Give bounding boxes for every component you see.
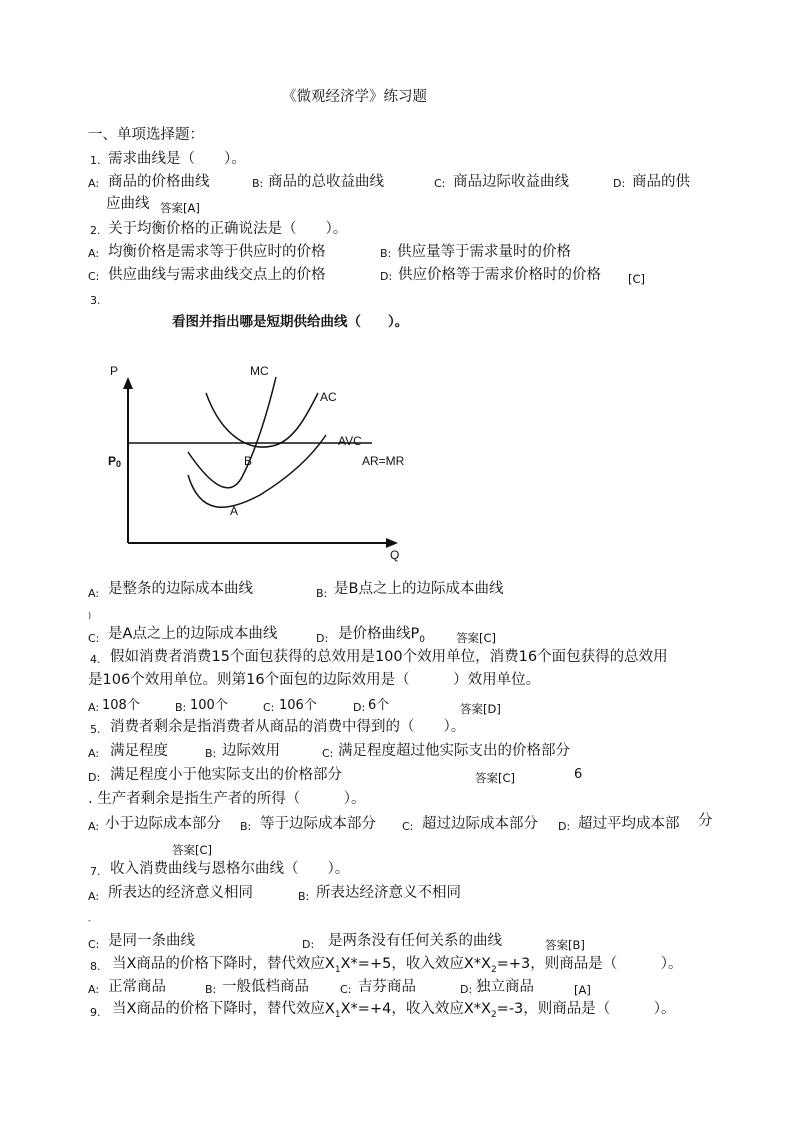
q3-mark: ) xyxy=(88,611,92,620)
q2-b-label: B: xyxy=(380,247,392,260)
q6-d: 超过平均成本部 xyxy=(578,816,680,832)
q1-a: 商品的价格曲线 xyxy=(108,174,210,190)
q8-number: 8. xyxy=(90,960,101,973)
avc-curve xyxy=(188,435,326,507)
q4-b: 100个 xyxy=(190,698,228,713)
q4-stem-line1: 假如消费者消费15个面包获得的总效用是100个效用单位，消费16个面包获得的总效用 xyxy=(110,649,668,665)
q1-d-label: D: xyxy=(613,177,626,190)
ac-curve xyxy=(206,393,318,447)
q4-a-label: A: xyxy=(88,701,100,714)
q8-sub1: 1 xyxy=(334,965,341,975)
q8-c: 吉芬商品 xyxy=(358,979,416,995)
q2-d-label: D: xyxy=(380,270,393,283)
cost-curve-figure xyxy=(100,355,420,565)
q5-stem: 消费者剩余是指消费者从商品的消费中得到的（ ）。 xyxy=(110,719,466,735)
q8-stem-b: X*=+5，收入效应X*X xyxy=(340,956,491,972)
ar-mr-label: AR=MR xyxy=(362,454,405,468)
q8-sub2: 2 xyxy=(490,965,497,975)
p0-label-main: P xyxy=(108,454,117,468)
q6-a: 小于边际成本部分 xyxy=(105,816,221,832)
q1-b-label: B: xyxy=(252,177,264,190)
q7-b-label: B: xyxy=(298,890,310,903)
q4-d: 6个 xyxy=(368,698,390,713)
q7-a: 所表达的经济意义相同 xyxy=(108,885,253,901)
q3-answer: 答案[C] xyxy=(456,631,497,645)
q3-a: 是整条的边际成本曲线 xyxy=(108,581,253,597)
q4-d-label: D: xyxy=(353,701,366,714)
q4-b-label: B: xyxy=(175,701,187,714)
q2-a: 均衡价格是需求等于供应时的价格 xyxy=(108,244,326,260)
q2-a-label: A: xyxy=(88,247,100,260)
q3-d-text: 是价格曲线P xyxy=(338,626,420,642)
q6-a-label: A: xyxy=(88,820,100,833)
q2-d: 供应价格等于需求价格时的价格 xyxy=(398,267,601,283)
mc-curve xyxy=(188,377,276,488)
q7-a-label: A: xyxy=(88,890,100,903)
q2-number: 2. xyxy=(90,224,101,237)
q3-d-sub: 0 xyxy=(419,635,425,645)
avc-label: AVC xyxy=(338,434,362,448)
q8-d-label: D: xyxy=(460,983,473,996)
q7-c-label: C: xyxy=(88,938,100,951)
q8-a-label: A: xyxy=(88,983,100,996)
q6-d-cont: 分 xyxy=(698,813,713,829)
q7-d-label: D: xyxy=(302,938,315,951)
q6-stem: . 生产者剩余是指生产者的所得（ ）。 xyxy=(88,791,366,807)
q6-answer: 答案[C] xyxy=(172,843,213,857)
x-axis-arrow xyxy=(386,538,398,548)
q4-stem-line2: 是106个效用单位。则第16个面包的边际效用是（ ）效用单位。 xyxy=(88,672,541,688)
q2-c: 供应曲线与需求曲线交点上的价格 xyxy=(108,267,326,283)
q4-answer: 答案[D] xyxy=(460,702,501,716)
q5-d: 满足程度小于他实际支出的价格部分 xyxy=(110,767,342,783)
q5-c: 满足程度超过他实际支出的价格部分 xyxy=(338,743,570,759)
q1-c: 商品边际收益曲线 xyxy=(453,174,569,190)
q4-c: 106个 xyxy=(279,698,317,713)
q9-stem xyxy=(112,1000,676,1020)
q1-stem: 需求曲线是（ ）。 xyxy=(108,151,246,167)
q5-b-label: B: xyxy=(205,747,217,760)
q6-b-label: B: xyxy=(240,820,252,833)
q9-stem-b: X*=+4，收入效应X*X xyxy=(340,1001,491,1017)
q7-number: 7. xyxy=(90,865,101,878)
y-axis-arrow xyxy=(123,377,133,389)
q5-d-label: D: xyxy=(88,771,101,784)
q3-c: 是A点之上的边际成本曲线 xyxy=(108,626,278,642)
q8-stem-a: 当X商品的价格下降时，替代效应X xyxy=(112,956,335,972)
mc-label: MC xyxy=(250,364,269,378)
q2-c-label: C: xyxy=(88,270,100,283)
q5-b: 边际效用 xyxy=(222,743,280,759)
q4-a: 108个 xyxy=(102,698,140,713)
q6-c-label: C: xyxy=(402,820,414,833)
q5-number: 5. xyxy=(90,723,101,736)
q3-b-label: B: xyxy=(316,587,328,600)
q7-d: 是两条没有任何关系的曲线 xyxy=(328,933,502,949)
q8-d: 独立商品 xyxy=(476,979,534,995)
q2-answer: [C] xyxy=(628,272,646,286)
q5-answer: 答案[C] xyxy=(475,771,516,785)
q9-sub2: 2 xyxy=(490,1010,497,1020)
q3-d-label: D: xyxy=(316,632,329,645)
q5-c-label: C: xyxy=(322,747,334,760)
axis-p-label: P xyxy=(110,364,119,378)
q6-d-label: D: xyxy=(558,820,571,833)
q1-d: 商品的供 xyxy=(632,174,690,190)
q8-answer: [A] xyxy=(574,983,591,997)
section-heading: 一、单项选择题： xyxy=(88,127,204,143)
q3-c-label: C: xyxy=(88,632,100,645)
ac-label: AC xyxy=(320,390,337,404)
q4-number: 4. xyxy=(90,653,101,666)
page-title: 《微观经济学》练习题 xyxy=(282,89,427,105)
q8-a: 正常商品 xyxy=(108,979,166,995)
q1-c-label: C: xyxy=(434,177,446,190)
axis-q-label: Q xyxy=(390,548,400,562)
q6-number: 6 xyxy=(574,767,583,782)
q1-d-cont: 应曲线 xyxy=(106,196,150,212)
q1-number: 1. xyxy=(90,154,101,167)
q7-c: 是同一条曲线 xyxy=(108,933,195,949)
q9-stem-c: =-3，则商品是（ ）。 xyxy=(496,1001,676,1017)
q9-number: 9. xyxy=(90,1006,101,1019)
q7-stem: 收入消费曲线与恩格尔曲线（ ）。 xyxy=(110,861,350,877)
q6-c: 超过边际成本部分 xyxy=(422,816,538,832)
q8-c-label: C: xyxy=(340,983,352,996)
q2-b: 供应量等于需求量时的价格 xyxy=(397,244,571,260)
q1-a-label: A: xyxy=(88,177,100,190)
q9-stem-a: 当X商品的价格下降时，替代效应X xyxy=(112,1001,335,1017)
q3-a-label: A: xyxy=(88,587,100,600)
q4-c-label: C: xyxy=(263,701,275,714)
q6-b: 等于边际成本部分 xyxy=(260,816,376,832)
q7-answer: 答案[B] xyxy=(545,938,585,952)
p0-label-sub: 0 xyxy=(116,459,122,469)
q7-b: 所表达经济意义不相同 xyxy=(316,885,461,901)
q2-stem: 关于均衡价格的正确说法是（ ）。 xyxy=(108,221,348,237)
q1-answer: 答案[A] xyxy=(160,201,200,215)
q7-mark: - xyxy=(88,916,91,925)
q5-a-label: A: xyxy=(88,747,100,760)
q8-b-label: B: xyxy=(205,983,217,996)
q8-stem xyxy=(112,955,682,975)
q9-sub1: 1 xyxy=(334,1010,341,1020)
q3-b: 是B点之上的边际成本曲线 xyxy=(334,581,504,597)
q8-b: 一般低档商品 xyxy=(222,979,309,995)
q5-a: 满足程度 xyxy=(110,743,168,759)
q8-stem-c: =+3，则商品是（ ）。 xyxy=(496,956,683,972)
q3-number: 3. xyxy=(90,294,101,307)
q3-figure-caption: 看图并指出哪是短期供给曲线（ ）。 xyxy=(172,314,409,330)
p0-label xyxy=(108,454,121,469)
q1-b: 商品的总收益曲线 xyxy=(268,174,384,190)
point-b-label: B xyxy=(244,454,253,468)
point-a-label: A xyxy=(230,504,239,518)
q3-d xyxy=(338,625,425,645)
